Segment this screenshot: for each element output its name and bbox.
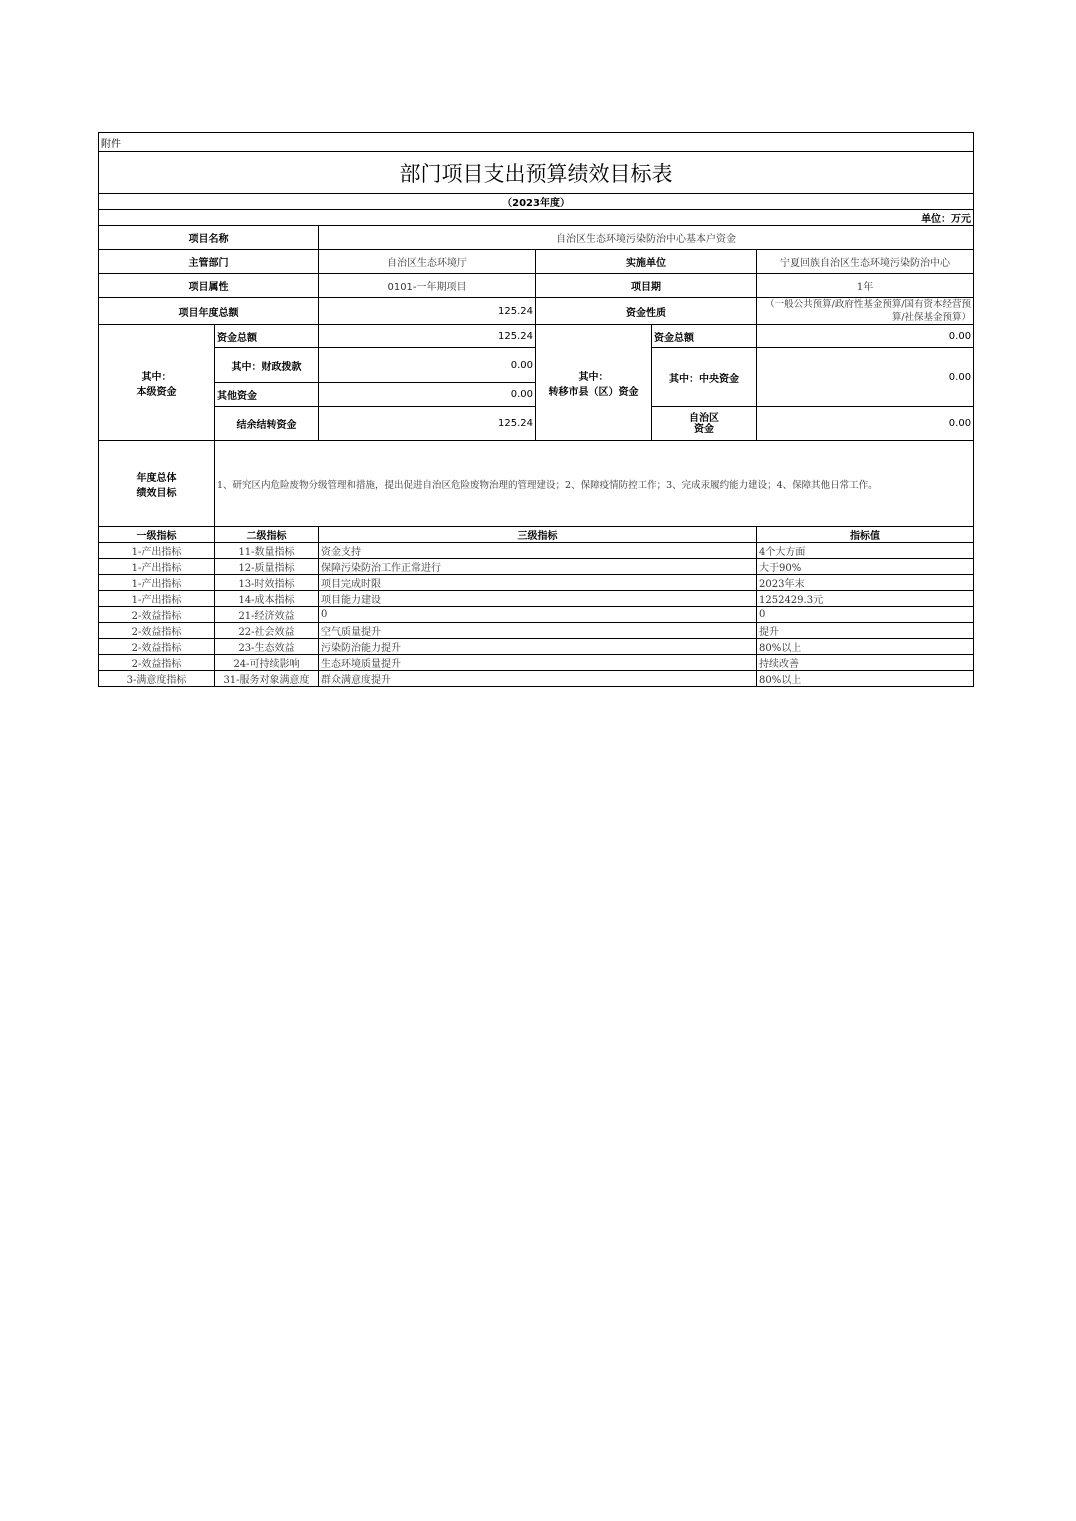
transfer-funds-label-line1: 其中： [578,371,609,383]
goal-label-line1: 年度总体 [136,472,177,484]
fund-total-label: 资金总额 [215,325,319,348]
transfer-funds-label-line2: 转移市县（区）资金 [548,386,639,398]
indicator-value: 2023年末 [757,575,974,591]
indicator-level2: 24-可持续影响 [215,655,319,671]
local-funds-label-line2: 本级资金 [136,386,177,398]
local-funds-label [99,325,215,441]
indicator-level2: 31-服务对象满意度 [215,671,319,687]
dept-value: 自治区生态环境厅 [319,250,536,274]
transfer-funds-label [536,325,652,441]
indicator-level3: 空气质量提升 [319,623,757,639]
indicator-level2: 11-数量指标 [215,543,319,559]
goal-label [99,441,215,527]
indicator-value: 0 [757,607,974,623]
indicator-header-level2: 二级指标 [215,527,319,543]
region-funds-label-line1: 自治区 [689,412,719,424]
indicator-header-value: 指标值 [757,527,974,543]
transfer-total-label: 资金总额 [652,325,757,348]
annual-total-value: 125.24 [319,298,536,325]
transfer-total-value: 0.00 [757,325,974,348]
indicator-level3: 项目完成时限 [319,575,757,591]
indicator-level3: 0 [319,607,757,623]
region-funds-value: 0.00 [757,407,974,441]
indicator-value: 80%以上 [757,639,974,655]
indicator-header-level1: 一级指标 [99,527,215,543]
fund-nature-value: （一般公共预算/政府性基金预算/国有资本经营预算/社保基金预算） [757,298,974,325]
indicator-level1: 1-产出指标 [99,591,215,607]
fund-nature-label: 资金性质 [536,298,757,325]
indicator-level3: 项目能力建设 [319,591,757,607]
indicator-level3: 群众满意度提升 [319,671,757,687]
table-row [99,559,974,575]
goal-label-line2: 绩效目标 [136,487,177,499]
indicator-level2: 12-质量指标 [215,559,319,575]
attr-value: 0101-一年期项目 [319,274,536,298]
page-title: 部门项目支出预算绩效目标表 [99,152,974,194]
period-label: 项目期 [536,274,757,298]
budget-sheet [98,132,973,687]
indicator-level1: 2-效益指标 [99,639,215,655]
indicator-level1: 1-产出指标 [99,543,215,559]
attr-label: 项目属性 [99,274,319,298]
region-funds-label [652,407,757,441]
indicator-level1: 2-效益指标 [99,623,215,639]
region-funds-label-line2: 资金 [694,423,714,435]
indicator-value: 1252429.3元 [757,591,974,607]
indicator-level2: 22-社会效益 [215,623,319,639]
indicator-level2: 13-时效指标 [215,575,319,591]
table-row [99,623,974,639]
table-row [99,591,974,607]
indicator-level1: 1-产出指标 [99,575,215,591]
period-value: 1年 [757,274,974,298]
indicator-level2: 14-成本指标 [215,591,319,607]
table-row [99,543,974,559]
indicator-value: 4个大方面 [757,543,974,559]
local-funds-label-line1: 其中： [141,371,172,383]
indicator-value: 提升 [757,623,974,639]
table-row [99,575,974,591]
performance-table [98,132,974,687]
indicator-level2: 21-经济效益 [215,607,319,623]
indicator-level1: 2-效益指标 [99,655,215,671]
project-name-label: 项目名称 [99,226,319,250]
indicator-level3: 生态环境质量提升 [319,655,757,671]
table-row [99,655,974,671]
indicator-header-level3: 三级指标 [319,527,757,543]
indicator-value: 大于90% [757,559,974,575]
indicator-level3: 资金支持 [319,543,757,559]
carryover-value: 125.24 [319,407,536,441]
carryover-label: 结余结转资金 [215,407,319,441]
indicator-level1: 3-满意度指标 [99,671,215,687]
table-row [99,607,974,623]
fiscal-label: 其中：财政拨款 [215,348,319,383]
indicator-level2: 23-生态效益 [215,639,319,655]
other-funds-label: 其他资金 [215,383,319,407]
indicator-level3: 保障污染防治工作正常进行 [319,559,757,575]
table-row [99,671,974,687]
unit-label: 单位：万元 [99,210,974,226]
goal-text: 1、研究区内危险废物分级管理和措施，提出促进自治区危险废物治理的管理建设；2、保障疫情防控工作；3、完成汞履约能力建设；4、保障其他日常工作。 [215,441,974,527]
impl-unit-value: 宁夏回族自治区生态环境污染防治中心 [757,250,974,274]
central-label: 其中：中央资金 [652,348,757,407]
indicator-level1: 2-效益指标 [99,607,215,623]
fiscal-value: 0.00 [319,348,536,383]
fund-total-value: 125.24 [319,325,536,348]
indicator-value: 80%以上 [757,671,974,687]
attachment-label: 附件 [99,133,974,152]
indicator-value: 持续改善 [757,655,974,671]
impl-unit-label: 实施单位 [536,250,757,274]
indicator-level1: 1-产出指标 [99,559,215,575]
project-name-value: 自治区生态环境污染防治中心基本户资金 [319,226,974,250]
other-funds-value: 0.00 [319,383,536,407]
year-label: （2023年度） [99,194,974,210]
dept-label: 主管部门 [99,250,319,274]
central-value: 0.00 [757,348,974,407]
annual-total-label: 项目年度总额 [99,298,319,325]
indicator-level3: 污染防治能力提升 [319,639,757,655]
table-row [99,639,974,655]
